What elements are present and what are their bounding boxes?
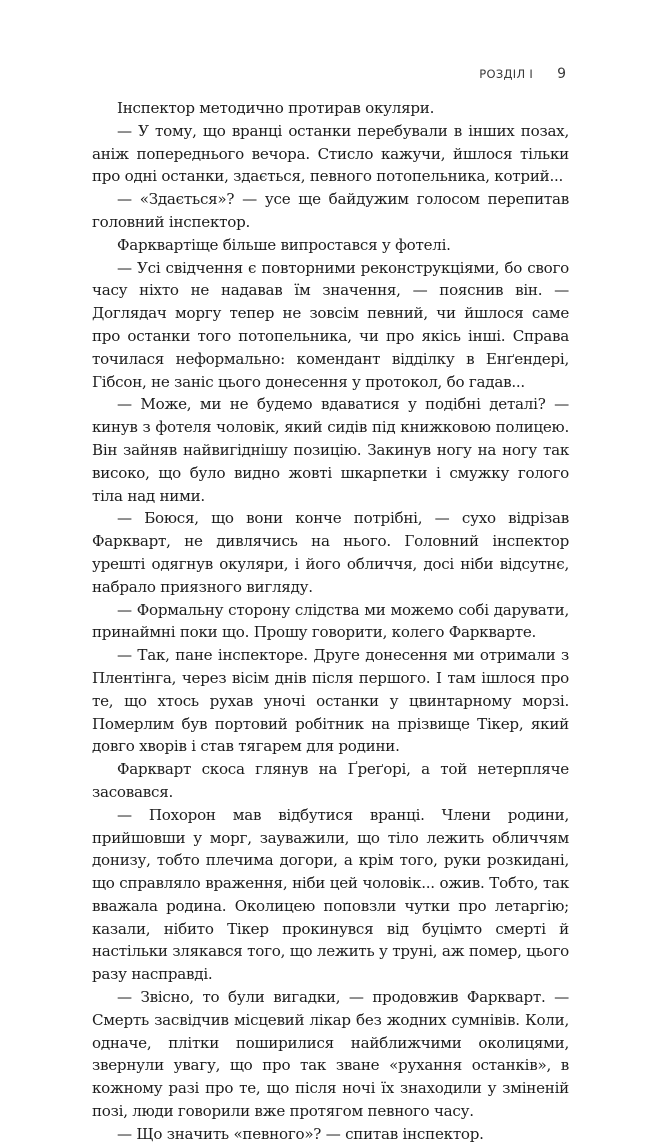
paragraph: Фарквартіще більше випростався у фотелі.: [117, 235, 451, 254]
paragraph: — «Здається»? — усе ще байдужим голосом перепитав головний інспектор.: [92, 190, 569, 231]
paragraph: — Похорон мав відбутися вранці. Члени родини, прийшовши у морг, зауважили, що тіло лежить обличчям донизу, тобто плечима догори, а крім того, руки розкидані, що справляло враження, ніби цей чоловік... ожив. Тобто, так вважала родина. Околицею поповзли чутки про летаргію; казали, нібито Тікер прокинувся від буцімто смерті й настільки злякався того, що лежить у труні, аж помер, цього разу насправді.: [92, 805, 569, 984]
paragraph: — Звісно, то були вигадки, — продовжив Фаркварт. — Смерть засвідчив місцевий лікар без жодних сумнівів. Коли, одначе, плітки поширилися найближчими околицями, звернули увагу, що про так зване «рухання останків», в кожному разі про те, що після ночі їх знаходили у зміненій позі, люди говорили вже протягом певного часу.: [92, 988, 569, 1121]
running-head: [479, 66, 566, 82]
paragraph: — Формальну сторону слідства ми можемо собі дарувати, принаймні поки що. Прошу говорити, колего Фаркварте.: [92, 600, 569, 642]
paragraph: — Боюся, що вони конче потрібні, — сухо відрізав Фаркварт, не дивлячись на нього. Головний інспектор урешті одягнув окуляри, і його обличчя, досі ніби відсутнє, набрало приязного вигляду.: [92, 509, 569, 596]
chapter-title: РОЗДІЛ I: [479, 67, 534, 81]
paragraph: — Усі свідчення є повторними реконструкціями, бо свого часу ніхто не надавав їм значення, — пояснив він. — Доглядач моргу тепер не зовсім певний, чи йшлося саме про останки того потопельника, чи про якісь інші. Справа точилася неформально: комендант відділку в Енґендері, Гібсон, не заніс цього донесення у протокол, бо гадав...: [92, 258, 569, 391]
paragraph: — У тому, що вранці останки перебували в інших позах, аніж попереднього вечора. Стисло кажучи, йшлося тільки про одні останки, здається, певного потопельника, котрий...: [92, 121, 569, 186]
paragraph: — Що значить «певного»? — спитав інспектор.: [117, 1124, 484, 1143]
paragraph: — Так, пане інспекторе. Друге донесення ми отримали з Плентінга, через вісім днів після першого. І там ішлося про те, що хтось рухав уночі останки у цвинтарному морзі. Померлим був портовий робітник на прізвище Тікер, який довго хворів і став тягарем для родини.: [92, 646, 569, 756]
paragraph: Інспектор методично протирав окуляри.: [117, 99, 435, 117]
page-number: 9: [557, 66, 566, 82]
paragraph: — Може, ми не будемо вдаватися у подібні деталі? — кинув з фотеля чоловік, який сидів під книжковою полицею. Він зайняв найвигіднішу позицію. Закинув ногу на ногу так високо, що було видно жовті шкарпетки і смужку голого тіла над ними.: [92, 395, 569, 505]
paragraph: Фаркварт скоса глянув на Ґреґорі, а той нетерпляче засовався.: [92, 760, 569, 801]
body-text: [92, 97, 569, 1146]
